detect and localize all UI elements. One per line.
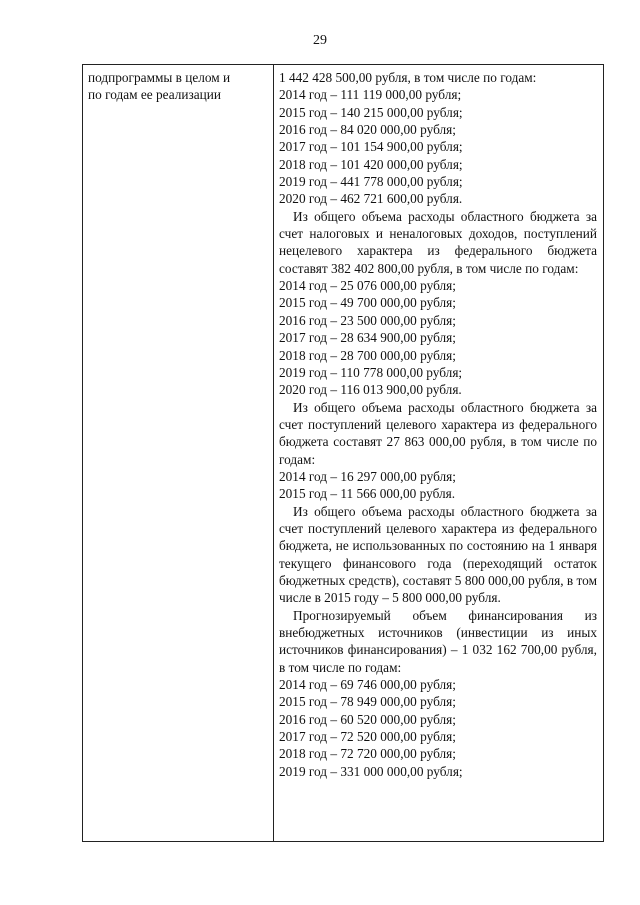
tax-paragraph: Из общего объема расходы областного бюджета за счет налоговых и неналоговых доходов, поступлений нецелевого характера из федерального бюджета составят 382 402 800,00 рубля, в том числе по годам: <box>279 208 597 276</box>
total-year-line: 2016 год – 84 020 000,00 рубля; <box>279 122 456 138</box>
row-value-cell <box>279 69 597 780</box>
offbudget-year-line: 2016 год – 60 520 000,00 рубля; <box>279 711 456 727</box>
tax-year-line: 2019 год – 110 778 000,00 рубля; <box>279 364 463 380</box>
tax-year-line: 2018 год – 28 700 000,00 рубля; <box>279 347 456 363</box>
offbudget-year-line: 2018 год – 72 720 000,00 рубля; <box>279 746 456 762</box>
target-year-line: 2015 год – 11 566 000,00 рубля. <box>279 486 456 502</box>
total-year-line: 2018 год – 101 420 000,00 рубля; <box>279 156 463 172</box>
tax-year-line: 2017 год – 28 634 900,00 рубля; <box>279 330 456 346</box>
financing-table <box>82 64 604 842</box>
column-divider <box>273 65 274 841</box>
row-label-cell <box>88 69 268 104</box>
tax-year-line: 2020 год – 116 013 900,00 рубля. <box>279 382 462 398</box>
page-number: 29 <box>313 33 327 48</box>
total-year-line: 2019 год – 441 778 000,00 рубля; <box>279 174 463 190</box>
offbudget-year-line: 2019 год – 331 000 000,00 рубля; <box>279 763 463 779</box>
row-label-line: подпрограммы в целом и <box>88 70 231 85</box>
tax-year-line: 2015 год – 49 700 000,00 рубля; <box>279 295 456 311</box>
offbudget-year-line: 2015 год – 78 949 000,00 рубля; <box>279 694 456 710</box>
tax-year-line: 2014 год – 25 076 000,00 рубля; <box>279 278 456 294</box>
offbudget-year-line: 2017 год – 72 520 000,00 рубля; <box>279 729 456 745</box>
target-paragraph: Из общего объема расходы областного бюджета за счет поступлений целевого характера из федерального бюджета составят 27 863 000,00 рубля, в том числе по годам: <box>279 399 597 467</box>
offbudget-year-line: 2014 год – 69 746 000,00 рубля; <box>279 677 456 693</box>
total-year-line: 2020 год – 462 721 600,00 рубля. <box>279 191 463 207</box>
unused-funds-paragraph: Из общего объема расходы областного бюджета за счет поступлений целевого характера из федерального бюджета, не использованных по состоянию на 1 января текущего финансового года (переходящий остаток бюджетных средств), составят 5 800 000,00 рубля, в том числе в 2015 году – 5 800 000,00 рубля. <box>279 503 597 606</box>
total-year-line: 2015 год – 140 215 000,00 рубля; <box>279 104 463 120</box>
total-intro: 1 442 428 500,00 рубля, в том числе по годам: <box>279 70 537 85</box>
offbudget-paragraph: Прогнозируемый объем финансирования из внебюджетных источников (инвестиции из иных источников финансирования) – 1 032 162 700,00 рубля, в том числе по годам: <box>279 607 597 675</box>
total-year-line: 2017 год – 101 154 900,00 рубля; <box>279 139 463 155</box>
row-label-line: по годам ее реализации <box>88 87 221 103</box>
total-year-line: 2014 год – 111 119 000,00 рубля; <box>279 87 462 103</box>
tax-year-line: 2016 год – 23 500 000,00 рубля; <box>279 312 456 328</box>
target-year-line: 2014 год – 16 297 000,00 рубля; <box>279 468 456 484</box>
